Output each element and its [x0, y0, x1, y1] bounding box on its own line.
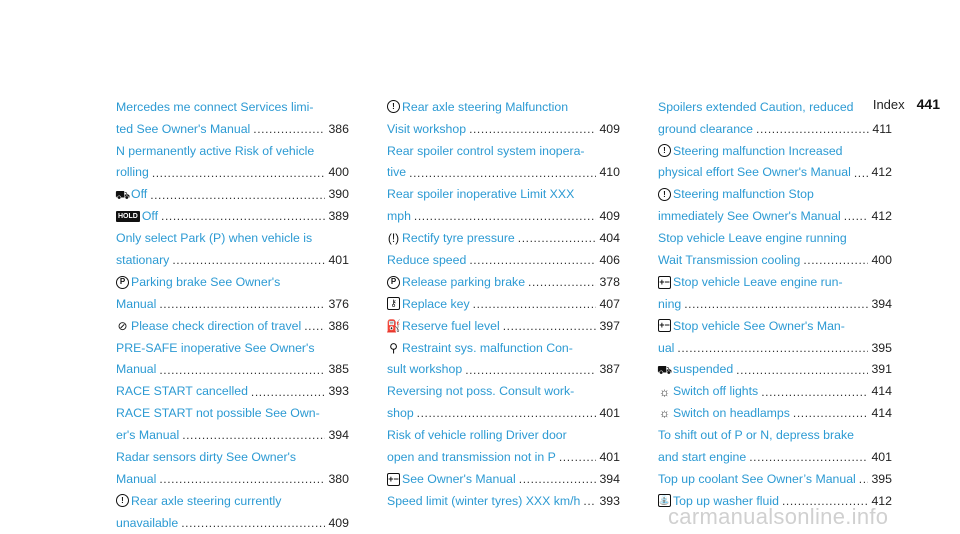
- parking-brake-icon: P: [116, 276, 129, 289]
- dot-leader: [469, 123, 596, 135]
- dot-leader: [409, 167, 596, 179]
- index-entry-text[interactable]: Off: [131, 187, 148, 202]
- battery-icon: +−: [659, 276, 670, 287]
- index-entry-text[interactable]: Manual: [116, 362, 157, 377]
- index-entry-text[interactable]: rolling: [116, 165, 149, 180]
- index-entry-line: [387, 205, 620, 227]
- dot-leader: [519, 473, 597, 485]
- index-entry-line: [658, 162, 892, 184]
- index-column-3: [658, 96, 892, 512]
- index-entry-line: [658, 381, 892, 403]
- page-reference[interactable]: 390: [328, 187, 349, 202]
- prohibited-icon: ⊘: [117, 318, 128, 333]
- index-entry-text[interactable]: unavailable: [116, 515, 179, 530]
- page-reference[interactable]: 394: [599, 471, 620, 486]
- index-entry-line: [116, 402, 349, 424]
- index-entry-line: [116, 271, 349, 293]
- page-reference[interactable]: 409: [328, 515, 349, 530]
- page-reference[interactable]: 394: [328, 428, 349, 443]
- page-reference[interactable]: 378: [599, 274, 620, 289]
- hold-icon: HOLD: [118, 212, 138, 220]
- index-entry-line: [387, 490, 620, 512]
- index-entry-text[interactable]: Visit workshop: [387, 121, 467, 136]
- index-entry-text[interactable]: Stop vehicle Leave engine run-: [673, 274, 843, 289]
- car-skid-icon: ⛟: [114, 187, 131, 202]
- index-entry-line: [116, 205, 349, 227]
- index-entry-line: [658, 184, 892, 206]
- page-reference[interactable]: 380: [328, 471, 349, 486]
- index-entry-text[interactable]: suspended: [673, 362, 734, 377]
- page-reference[interactable]: 409: [599, 121, 620, 136]
- index-entry-line: [658, 293, 892, 315]
- page-reference[interactable]: 414: [871, 384, 892, 399]
- page-reference[interactable]: 412: [871, 209, 892, 224]
- index-entry-line: [658, 446, 892, 468]
- index-entry-text[interactable]: ground clearance: [658, 121, 754, 136]
- index-entry-text[interactable]: Risk of vehicle rolling Driver door: [387, 428, 567, 443]
- dot-leader: [159, 473, 325, 485]
- index-entry-line: [387, 140, 620, 162]
- index-entry-line: [387, 337, 620, 359]
- index-entry-line: [116, 293, 349, 315]
- index-entry-text[interactable]: Restraint sys. malfunction Con-: [402, 340, 573, 355]
- index-entry-line: [387, 359, 620, 381]
- page-reference[interactable]: 393: [328, 384, 349, 399]
- index-entry-text[interactable]: immediately See Owner's Manual: [658, 209, 841, 224]
- index-entry-line: [116, 337, 349, 359]
- dot-leader: [181, 517, 325, 529]
- index-entry-text[interactable]: shop: [387, 406, 414, 421]
- index-entry-line: [658, 227, 892, 249]
- page-reference[interactable]: 391: [871, 362, 892, 377]
- page-reference[interactable]: 385: [328, 362, 349, 377]
- index-entry-line: [116, 184, 349, 206]
- index-entry-line: [658, 402, 892, 424]
- index-entry-text[interactable]: stationary: [116, 253, 170, 268]
- page-reference[interactable]: 395: [871, 340, 892, 355]
- index-entry-line: [658, 468, 892, 490]
- index-entry-text[interactable]: Steering malfunction Increased: [673, 143, 843, 158]
- washer-fluid-icon: ⛲: [658, 495, 671, 506]
- page-reference[interactable]: 395: [871, 471, 892, 486]
- page-reference[interactable]: 387: [599, 362, 620, 377]
- index-entry-line: [116, 512, 349, 534]
- section-title: Index: [872, 97, 905, 112]
- index-entry-text[interactable]: Speed limit (winter tyres) XXX km/h: [387, 493, 581, 508]
- dot-leader: [161, 210, 325, 222]
- index-entry-text[interactable]: RACE START not possible See Own-: [116, 406, 320, 421]
- index-entry-text[interactable]: Please check direction of travel: [131, 318, 302, 333]
- page-number: 441: [916, 96, 940, 112]
- index-entry-line: [658, 118, 892, 140]
- index-entry-text[interactable]: RACE START cancelled: [116, 384, 248, 399]
- index-entry-line: [116, 381, 349, 403]
- index-entry-text[interactable]: and start engine: [658, 450, 747, 465]
- dot-leader: [518, 232, 597, 244]
- index-entry-line: [387, 184, 620, 206]
- index-entry-text[interactable]: Wait Transmission cooling: [658, 253, 801, 268]
- index-entry-text[interactable]: open and transmission not in P: [387, 450, 556, 465]
- page-reference[interactable]: 401: [328, 253, 349, 268]
- index-entry-text[interactable]: Only select Park (P) when vehicle is: [116, 231, 313, 246]
- index-entry-line: [116, 118, 349, 140]
- index-entry-text[interactable]: Steering malfunction Stop: [673, 187, 814, 202]
- index-entry-line: [387, 293, 620, 315]
- index-entry-line: [116, 140, 349, 162]
- index-entry-line: [116, 315, 349, 337]
- seat-belt-icon: ⚲: [389, 340, 398, 355]
- dot-leader: [152, 167, 326, 179]
- index-entry-text[interactable]: mph: [387, 209, 411, 224]
- index-entry-line: [387, 381, 620, 403]
- dot-leader: [150, 189, 325, 201]
- watermark: carmanualsonline.info: [668, 504, 889, 529]
- index-entry-text[interactable]: PRE-SAFE inoperative See Owner's: [116, 340, 315, 355]
- page-reference[interactable]: 400: [871, 253, 892, 268]
- page-reference[interactable]: 400: [328, 165, 349, 180]
- index-entry-line: [658, 424, 892, 446]
- index-entry-line: [658, 249, 892, 271]
- page-reference[interactable]: 410: [599, 165, 620, 180]
- index-entry-text[interactable]: Rear axle steering currently: [131, 493, 282, 508]
- dot-leader: [417, 407, 597, 419]
- light-bulb-icon: ☼: [659, 406, 670, 421]
- dot-leader: [172, 254, 325, 266]
- index-entry-text[interactable]: Replace key: [402, 296, 470, 311]
- index-entry-text[interactable]: Spoilers extended Caution, reduced: [658, 99, 854, 114]
- index-entry-text[interactable]: Rear spoiler control system inopera-: [387, 143, 585, 158]
- dot-leader: [159, 298, 325, 310]
- dot-leader: [803, 254, 868, 266]
- index-entry-text[interactable]: Off: [141, 209, 159, 224]
- index-entry-text[interactable]: er's Manual: [116, 428, 180, 443]
- index-entry-line: [387, 249, 620, 271]
- index-entry-line: [116, 249, 349, 271]
- page-reference[interactable]: 409: [599, 209, 620, 224]
- index-entry-text[interactable]: See Owner's Manual: [402, 471, 516, 486]
- index-entry-text[interactable]: Top up coolant See Owner’s Manual: [658, 471, 856, 486]
- page-reference[interactable]: 386: [328, 318, 349, 333]
- index-entry-line: [116, 227, 349, 249]
- index-entry-line: [387, 118, 620, 140]
- index-entry-text[interactable]: Manual: [116, 471, 157, 486]
- light-bulb-icon: ☼: [659, 384, 670, 399]
- dot-leader: [859, 473, 869, 485]
- page-reference[interactable]: 393: [599, 493, 620, 508]
- dot-leader: [749, 451, 868, 463]
- dot-leader: [473, 298, 597, 310]
- index-entry-line: [658, 359, 892, 381]
- rear-axle-steering-icon: !: [116, 494, 129, 507]
- index-entry-text[interactable]: ted See Owner's Manual: [116, 121, 251, 136]
- index-entry-line: [116, 446, 349, 468]
- index-entry-line: [116, 468, 349, 490]
- index-entry-line: [387, 96, 620, 118]
- page-reference[interactable]: 389: [328, 209, 349, 224]
- index-column-1: [116, 96, 349, 534]
- index-entry-line: [387, 424, 620, 446]
- index-entry-text[interactable]: Switch off lights: [673, 384, 759, 399]
- dot-leader: [559, 451, 597, 463]
- index-entry-text[interactable]: Top up washer fluid: [673, 493, 779, 508]
- index-entry-line: [387, 227, 620, 249]
- index-entry-text[interactable]: Reserve fuel level: [402, 318, 500, 333]
- dot-leader: [503, 320, 597, 332]
- car-skid-icon: ⛟: [656, 362, 673, 377]
- index-entry-text[interactable]: Rectify tyre pressure: [402, 231, 515, 246]
- rear-axle-steering-icon: !: [387, 100, 400, 113]
- index-entry-line: [387, 162, 620, 184]
- dot-leader: [469, 254, 596, 266]
- page-reference[interactable]: 411: [872, 121, 892, 136]
- battery-icon: +−: [659, 320, 670, 331]
- key-icon: ⚷: [387, 297, 400, 310]
- dot-leader: [854, 167, 869, 179]
- tyre-pressure-icon: (!): [387, 231, 400, 246]
- dot-leader: [528, 276, 596, 288]
- index-entry-line: [116, 490, 349, 512]
- index-entry-text[interactable]: ual: [658, 340, 675, 355]
- index-entry-line: [658, 315, 892, 337]
- steering-malfunction-icon: !: [658, 144, 671, 157]
- index-entry-text[interactable]: physical effort See Owner's Manual: [658, 165, 851, 180]
- page-reference[interactable]: 386: [328, 121, 349, 136]
- dot-leader: [583, 495, 596, 507]
- index-entry-line: [658, 96, 892, 118]
- index-entry-line: [116, 162, 349, 184]
- index-entry-line: [658, 271, 892, 293]
- page-reference[interactable]: 401: [599, 450, 620, 465]
- index-entry-text[interactable]: Stop vehicle See Owner's Man-: [673, 318, 845, 333]
- page-reference[interactable]: 401: [599, 406, 620, 421]
- page-reference[interactable]: 397: [599, 318, 620, 333]
- index-entry-text[interactable]: To shift out of P or N, depress brake: [658, 428, 854, 443]
- index-entry-line: [658, 140, 892, 162]
- page-reference[interactable]: 401: [871, 450, 892, 465]
- index-column-2: [387, 96, 620, 512]
- dot-leader: [182, 429, 325, 441]
- index-entry-text[interactable]: tive: [387, 165, 407, 180]
- page-reference[interactable]: 404: [599, 231, 620, 246]
- index-entry-text[interactable]: Radar sensors dirty See Owner's: [116, 450, 297, 465]
- page-reference[interactable]: 394: [871, 296, 892, 311]
- dot-leader: [304, 320, 325, 332]
- steering-malfunction-icon: !: [658, 188, 671, 201]
- index-entry-text[interactable]: sult workshop: [387, 362, 463, 377]
- page-reference[interactable]: 407: [599, 296, 620, 311]
- page-reference[interactable]: 414: [871, 406, 892, 421]
- dot-leader: [414, 210, 597, 222]
- dot-leader: [677, 342, 868, 354]
- index-entry-line: [116, 96, 349, 118]
- index-entry-text[interactable]: Reduce speed: [387, 253, 467, 268]
- dot-leader: [253, 123, 325, 135]
- index-entry-line: [387, 402, 620, 424]
- index-entry-text[interactable]: N permanently active Risk of vehicle: [116, 143, 315, 158]
- index-entry-text[interactable]: Mercedes me connect Services limi-: [116, 99, 314, 114]
- index-entry-line: [658, 337, 892, 359]
- index-entry-text[interactable]: Reversing not poss. Consult work-: [387, 384, 575, 399]
- index-entry-line: [116, 424, 349, 446]
- index-entry-text[interactable]: Stop vehicle Leave engine running: [658, 231, 847, 246]
- index-entry-line: [387, 271, 620, 293]
- index-entry-line: [387, 315, 620, 337]
- index-entry-text[interactable]: Rear spoiler inoperative Limit XXX: [387, 187, 575, 202]
- index-entry-text[interactable]: Release parking brake: [402, 274, 526, 289]
- dot-leader: [756, 123, 869, 135]
- index-entry-line: [387, 468, 620, 490]
- index-entry-line: [658, 205, 892, 227]
- dot-leader: [159, 364, 325, 376]
- index-entry-text[interactable]: Manual: [116, 296, 157, 311]
- dot-leader: [844, 210, 869, 222]
- page-reference[interactable]: 412: [871, 493, 892, 508]
- dot-leader: [251, 386, 326, 398]
- page-reference[interactable]: 412: [871, 165, 892, 180]
- dot-leader: [736, 364, 868, 376]
- battery-icon: +−: [388, 473, 399, 484]
- index-entry-text[interactable]: Rear axle steering Malfunction: [402, 99, 569, 114]
- parking-brake-icon: P: [387, 276, 400, 289]
- dot-leader: [684, 298, 868, 310]
- fuel-pump-icon: ⛽: [386, 318, 401, 333]
- index-entry-text[interactable]: Parking brake See Owner's: [131, 274, 281, 289]
- page-reference[interactable]: 406: [599, 253, 620, 268]
- page-reference[interactable]: 376: [328, 296, 349, 311]
- dot-leader: [793, 407, 869, 419]
- index-entry-line: [116, 359, 349, 381]
- index-entry-text[interactable]: Switch on headlamps: [673, 406, 790, 421]
- index-entry-text[interactable]: ning: [658, 296, 682, 311]
- index-entry-line: [387, 446, 620, 468]
- dot-leader: [761, 386, 868, 398]
- dot-leader: [465, 364, 596, 376]
